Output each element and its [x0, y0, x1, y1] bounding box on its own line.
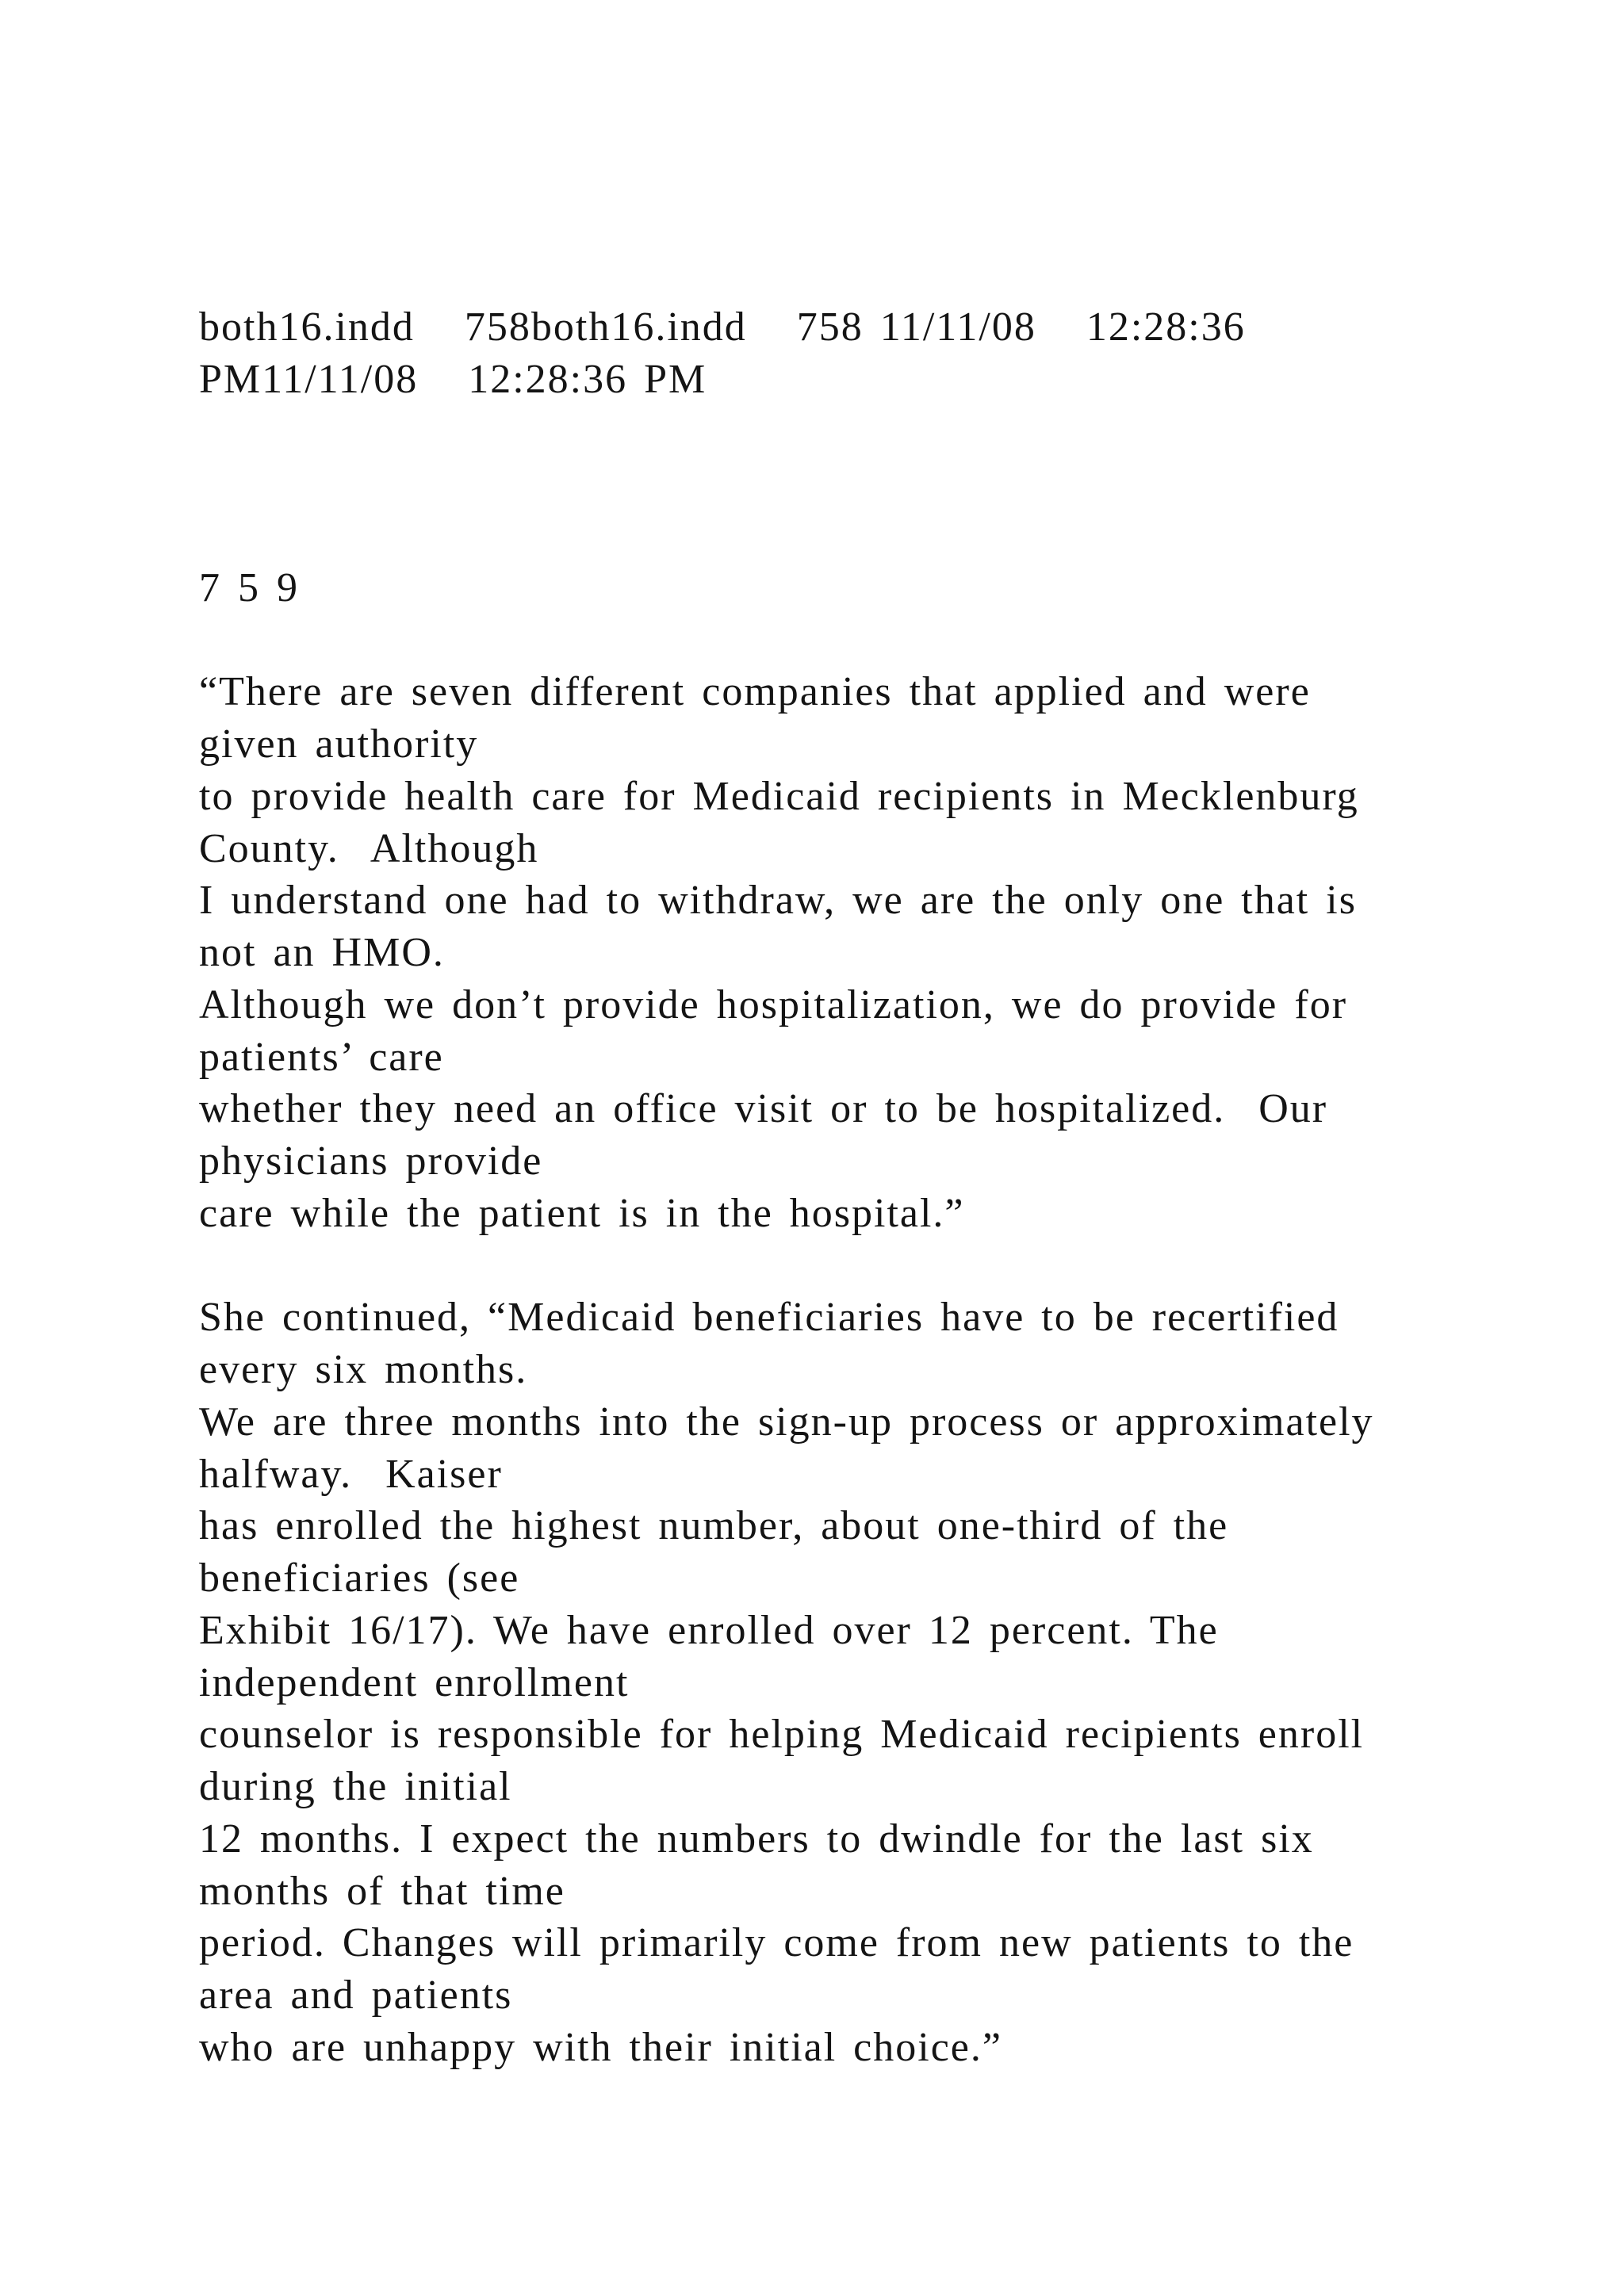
paragraph-line: area and patients: [199, 1973, 513, 2018]
paragraph-line: given authority: [199, 721, 479, 767]
paragraph-line: We are three months into the sign-up process or approximately: [199, 1399, 1374, 1445]
paragraph-line: independent enrollment: [199, 1659, 630, 1705]
page-number-text: 7 5 9: [199, 564, 299, 610]
paragraph-line: not an HMO.: [199, 930, 445, 975]
paragraph-line: has enrolled the highest number, about one-third of the: [199, 1503, 1229, 1549]
file-header-line: both16.indd 758both16.indd 758 11/11/08 12:28:36: [199, 304, 1246, 350]
paragraph-line: physicians provide: [199, 1138, 543, 1184]
paragraph-line: every six months.: [199, 1347, 528, 1392]
paragraph-line: Although we don’t provide hospitalization, we do provide for: [199, 982, 1348, 1027]
paragraph: [199, 666, 1595, 1239]
paragraph-line: beneficiaries (see: [199, 1556, 520, 1601]
paragraph-line: I understand one had to withdraw, we are the only one that is: [199, 878, 1357, 924]
paragraph: [199, 1292, 1595, 2073]
paragraph-line: period. Changes will primarily come from new patients to the: [199, 1920, 1354, 1966]
paragraph-line: care while the patient is in the hospital.”: [199, 1190, 965, 1236]
paragraph-line: counselor is responsible for helping Medicaid recipients enroll: [199, 1712, 1365, 1758]
file-header-line: PM11/11/08 12:28:36 PM: [199, 356, 707, 402]
paragraph-line: to provide health care for Medicaid recipients in Mecklenburg: [199, 773, 1359, 819]
paragraph-line: County. Although: [199, 825, 539, 871]
paragraph-line: patients’ care: [199, 1034, 444, 1080]
paragraph-line: who are unhappy with their initial choice.”: [199, 2024, 1002, 2070]
paragraph-line: “There are seven different companies that applied and were: [199, 669, 1311, 715]
paragraph-line: halfway. Kaiser: [199, 1451, 503, 1497]
paragraph-line: She continued, “Medicaid beneficiaries have to be recertified: [199, 1295, 1339, 1341]
paragraph-line: Exhibit 16/17). We have enrolled over 12 percent. The: [199, 1607, 1219, 1653]
page-number: [199, 562, 1595, 614]
file-header: [199, 301, 1595, 406]
paragraph-line: 12 months. I expect the numbers to dwindle for the last six: [199, 1816, 1314, 1862]
paragraph-line: months of that time: [199, 1868, 565, 1914]
paragraph-line: during the initial: [199, 1764, 512, 1809]
paragraph-line: whether they need an office visit or to be hospitalized. Our: [199, 1086, 1328, 1132]
